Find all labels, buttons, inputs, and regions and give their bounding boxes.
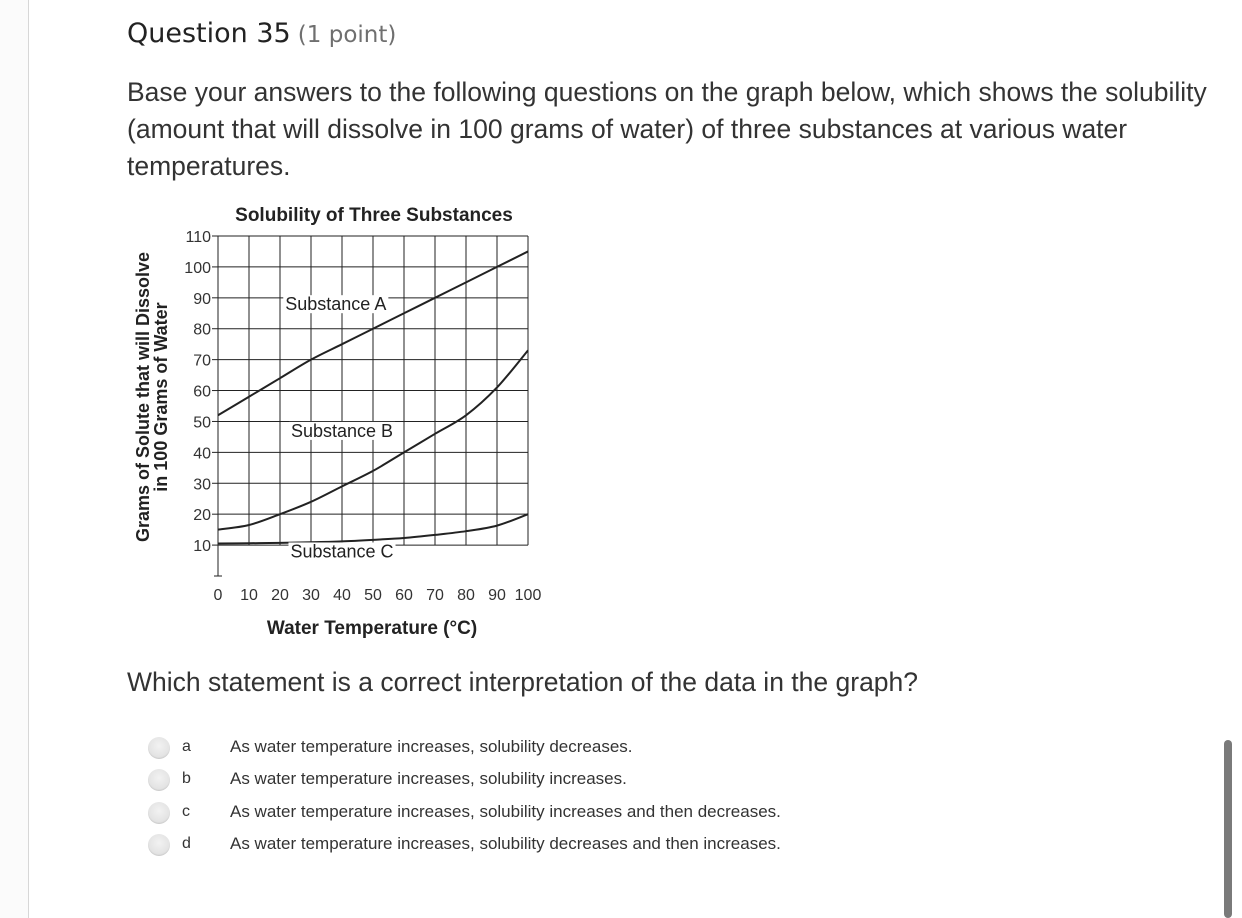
option-letter: c xyxy=(182,802,190,820)
solubility-chart xyxy=(120,196,560,646)
y-tick-label: 80 xyxy=(193,321,211,339)
left-gutter xyxy=(0,0,28,918)
option-text[interactable]: As water temperature increases, solubility decreases. xyxy=(230,737,633,756)
y-tick-label: 40 xyxy=(193,445,211,463)
radio-button-b[interactable] xyxy=(148,769,170,791)
option-c[interactable] xyxy=(148,795,1048,827)
option-letter: a xyxy=(182,738,191,755)
option-text[interactable]: As water temperature increases, solubility increases. xyxy=(230,769,627,789)
chart-grid xyxy=(214,236,528,576)
option-text[interactable]: As water temperature increases, solubility decreases and then increases. xyxy=(230,833,781,853)
x-tick-label: 60 xyxy=(395,587,413,604)
question-header xyxy=(127,18,396,49)
chart-xlabel: Water Temperature (°C) xyxy=(266,618,478,639)
x-tick-label: 100 xyxy=(514,587,542,604)
series-label: Substance B xyxy=(290,420,394,441)
scrollbar-thumb[interactable] xyxy=(1224,740,1232,918)
question-prompt: Which statement is a correct interpretation of the data in the graph? xyxy=(127,667,919,697)
radio-button-a[interactable] xyxy=(148,737,170,759)
question-text: Base your answers to the following questions on the graph below, which shows the solubility (amount that will dissolve in 100 grams of water) of three substances at various water temperatures. xyxy=(127,77,1207,181)
chart-ylabel-line-2: in 100 Grams of Water xyxy=(151,302,171,492)
x-tick-label: 30 xyxy=(302,587,320,604)
option-text[interactable]: As water temperature increases, solubility increases and then decreases. xyxy=(230,801,781,821)
question-title: Question 35 xyxy=(127,18,291,49)
x-tick-label: 10 xyxy=(240,587,258,604)
y-tick-label: 90 xyxy=(193,290,211,308)
chart-title: Solubility of Three Substances xyxy=(235,205,513,226)
answer-options xyxy=(148,730,1048,859)
y-tick-label: 70 xyxy=(193,352,211,370)
option-a[interactable] xyxy=(148,730,1048,762)
y-tick-label: 110 xyxy=(185,229,211,246)
y-tick-label: 50 xyxy=(193,414,211,432)
y-tick-label: 10 xyxy=(193,538,211,556)
radio-button-d[interactable] xyxy=(148,834,170,856)
x-tick-label: 20 xyxy=(271,587,289,604)
radio-button-c[interactable] xyxy=(148,802,170,824)
left-border xyxy=(28,0,29,918)
y-tick-label: 60 xyxy=(193,383,211,401)
y-tick-label: 20 xyxy=(193,507,211,525)
question-points: (1 point) xyxy=(297,22,397,48)
x-tick-label: 90 xyxy=(488,587,506,604)
x-tick-label: 50 xyxy=(364,587,382,604)
y-tick-label: 100 xyxy=(184,259,211,277)
x-tick-label: 0 xyxy=(213,587,223,604)
option-d[interactable] xyxy=(148,827,1048,859)
x-tick-label: 80 xyxy=(457,587,475,604)
chart-ylabel-line-1: Grams of Solute that will Dissolve xyxy=(133,251,153,543)
option-letter: b xyxy=(182,770,191,788)
series-label: Substance A xyxy=(285,294,387,315)
y-tick-label: 30 xyxy=(193,476,211,494)
x-tick-label: 40 xyxy=(333,587,351,604)
option-b[interactable] xyxy=(148,762,1048,794)
option-letter: d xyxy=(182,834,191,852)
x-tick-label: 70 xyxy=(426,587,444,604)
series-label: Substance C xyxy=(290,541,394,562)
